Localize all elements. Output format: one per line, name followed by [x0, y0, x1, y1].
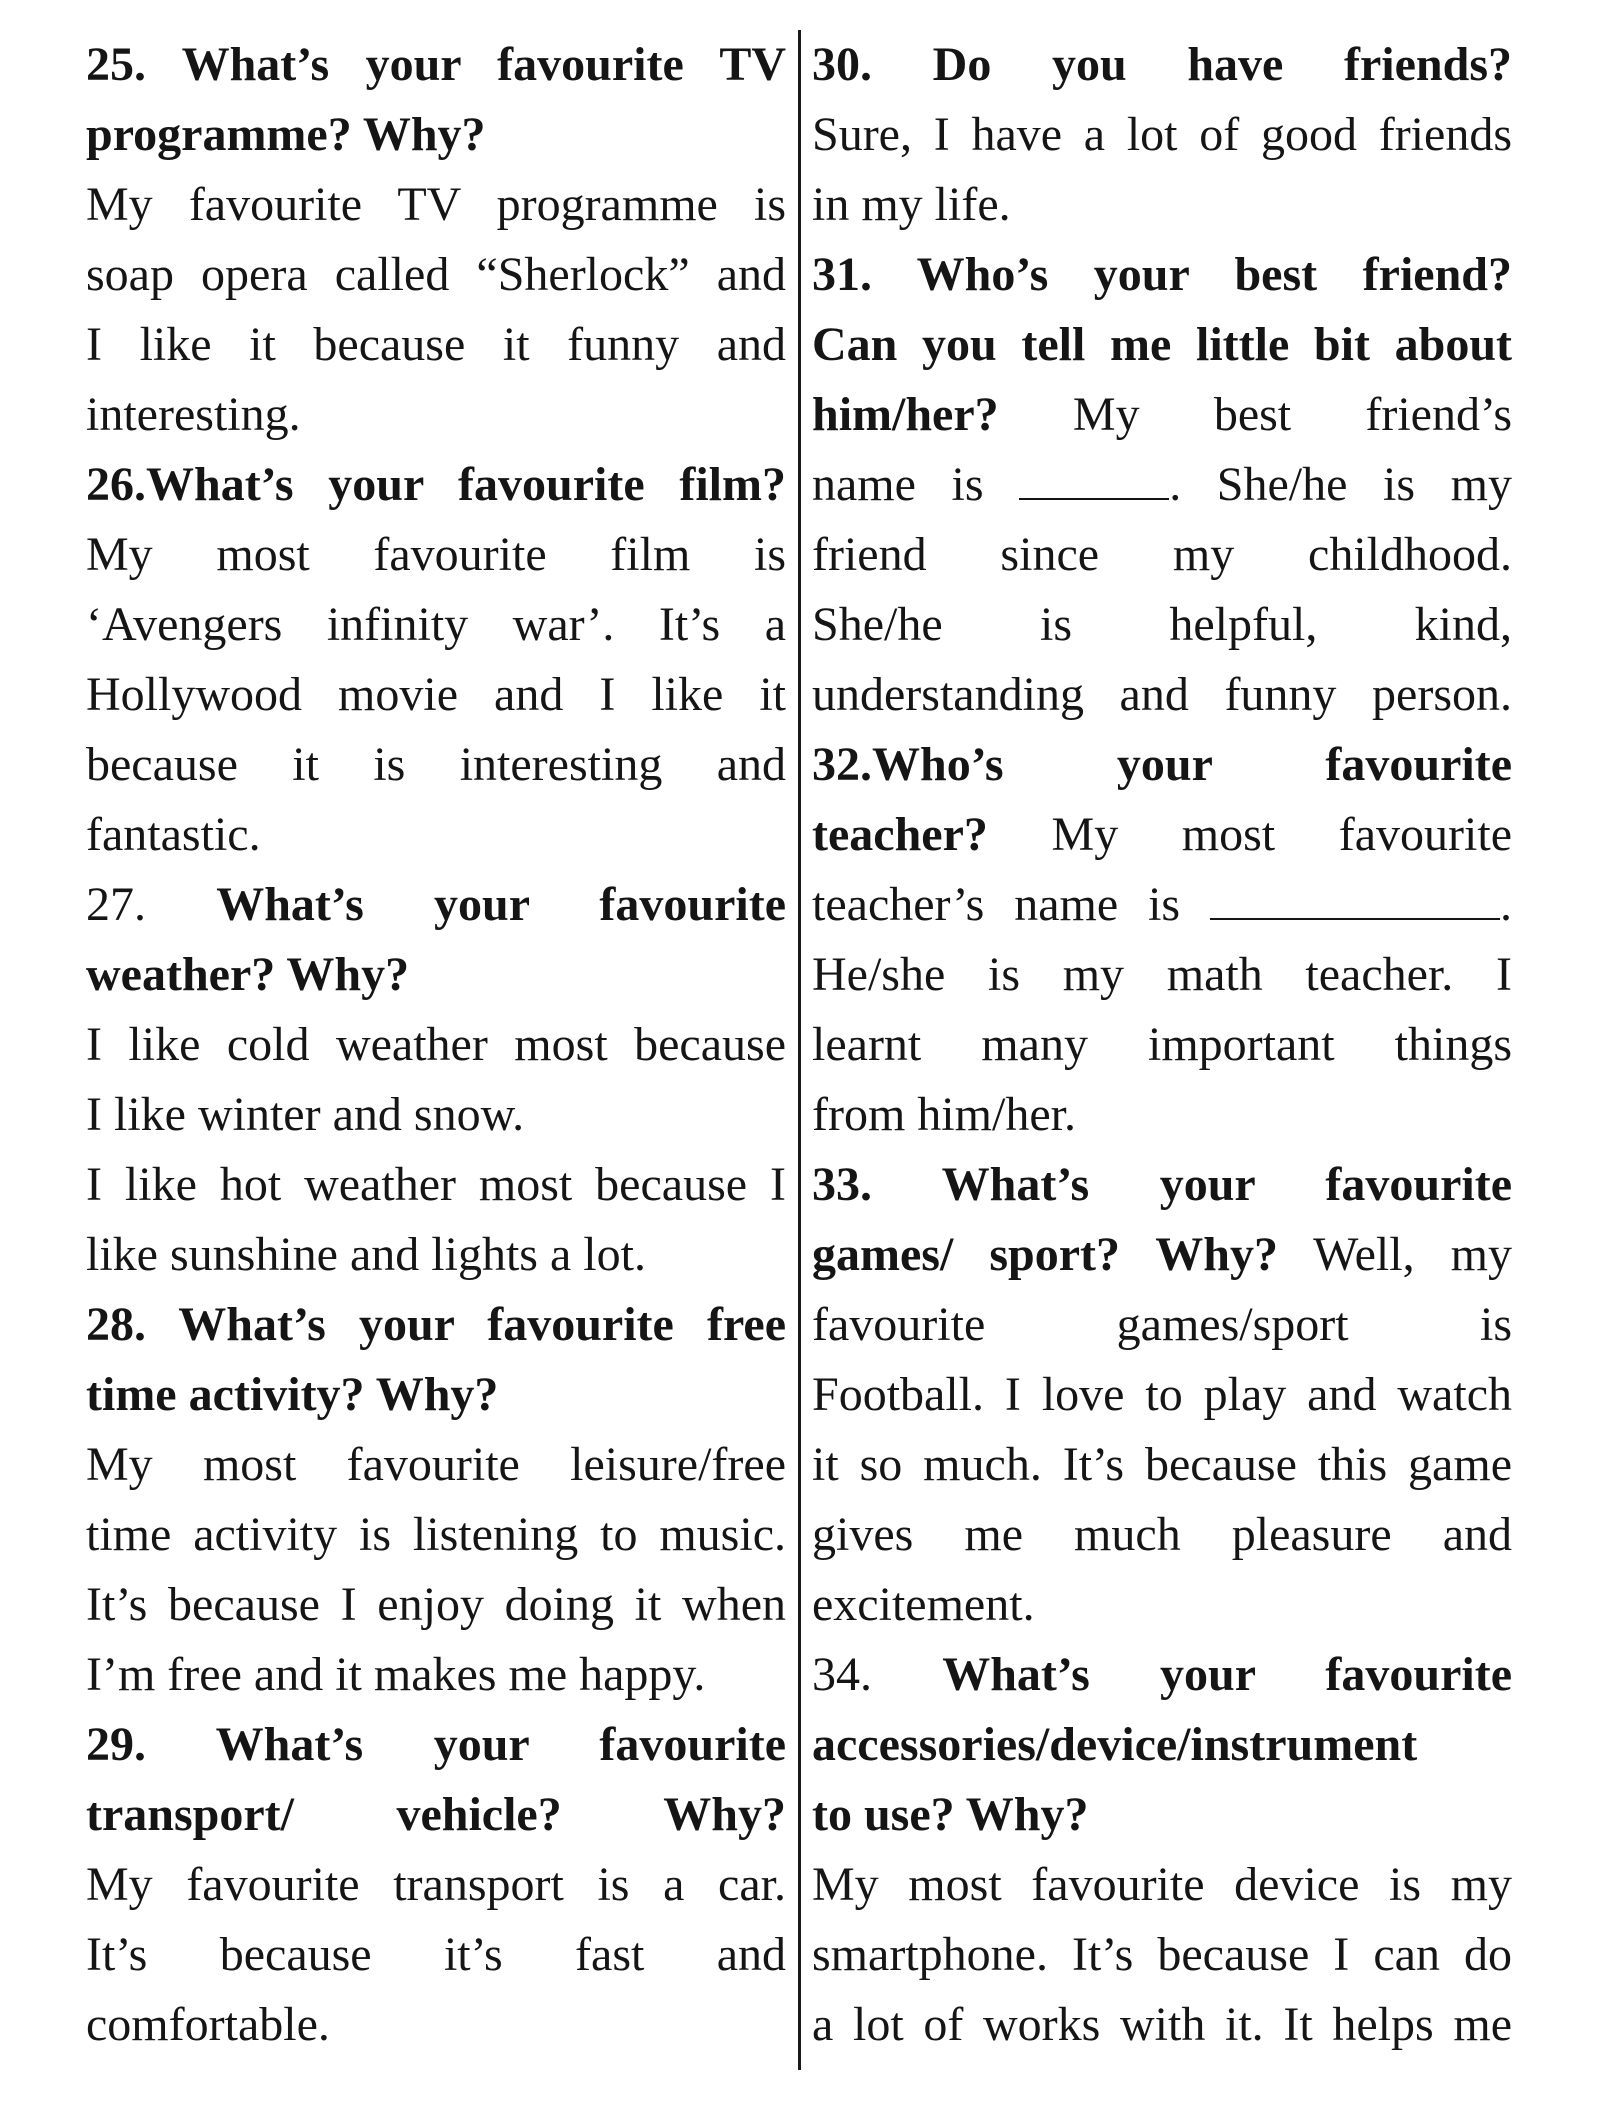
answer-text: in my life. — [812, 178, 1011, 231]
answer-text: I’m free and it makes me happy. — [86, 1648, 706, 1701]
answer-text: learnt many important things — [812, 1018, 1512, 1071]
text-line — [812, 1640, 1512, 1710]
text-line — [86, 100, 786, 170]
question-text: What’s your favourite — [216, 878, 786, 931]
text-line — [86, 240, 786, 310]
text-line — [86, 1430, 786, 1500]
question-text: transport/ vehicle? Why? — [86, 1788, 786, 1841]
answer-text: a lot of works with it. It helps me — [812, 1998, 1512, 2051]
fill-in-blank — [1019, 458, 1169, 500]
question-text: 25. What’s your favourite TV — [86, 38, 786, 91]
answer-text: She/he is helpful, kind, — [812, 598, 1512, 651]
text-line — [812, 590, 1512, 660]
answer-text: teacher’s name is — [812, 878, 1210, 931]
answer-text: . — [1500, 878, 1512, 931]
answer-text: name is — [812, 458, 1020, 511]
text-line — [86, 1010, 786, 1080]
text-line — [812, 1990, 1512, 2060]
answer-text: My best friend’s — [998, 388, 1512, 441]
question-text: 30. Do you have friends? — [812, 38, 1512, 91]
text-line — [812, 1570, 1512, 1640]
answer-text: because it is interesting and — [86, 738, 786, 791]
text-line — [86, 1290, 786, 1360]
text-line — [812, 1710, 1512, 1780]
answer-text: My favourite transport is a car. — [86, 1858, 786, 1911]
text-line — [86, 1920, 786, 1990]
text-line — [812, 1500, 1512, 1570]
text-line — [812, 1150, 1512, 1220]
answer-text: I like winter and snow. — [86, 1088, 525, 1141]
answer-text: Football. I love to play and watch — [812, 1368, 1512, 1421]
column-divider — [798, 30, 801, 2070]
text-line — [86, 1080, 786, 1150]
text-line — [812, 870, 1512, 940]
question-text: Can you tell me little bit about — [812, 318, 1512, 371]
question-text: accessories/device/instrument — [812, 1718, 1418, 1771]
question-text: him/her? — [812, 388, 999, 441]
text-line — [812, 1010, 1512, 1080]
text-line — [812, 100, 1512, 170]
answer-text: I like it because it funny and — [86, 318, 786, 371]
text-line — [86, 1500, 786, 1570]
text-line — [812, 730, 1512, 800]
text-line — [86, 170, 786, 240]
answer-text: it so much. It’s because this game — [812, 1438, 1512, 1491]
answer-text: He/she is my math teacher. I — [812, 948, 1512, 1001]
question-text: 28. What’s your favourite free — [86, 1298, 786, 1351]
answer-text: It’s because it’s fast and — [86, 1928, 786, 1981]
text-line — [812, 1780, 1512, 1850]
answer-text: 27. — [86, 878, 217, 931]
answer-text: from him/her. — [812, 1088, 1076, 1141]
text-line — [86, 450, 786, 520]
text-line — [86, 520, 786, 590]
text-line — [812, 450, 1512, 520]
left-column — [86, 30, 786, 2060]
text-line — [812, 800, 1512, 870]
answer-text: interesting. — [86, 388, 301, 441]
question-text: to use? Why? — [812, 1788, 1089, 1841]
text-line — [812, 1290, 1512, 1360]
question-text: What’s your favourite — [942, 1648, 1512, 1701]
text-line — [86, 940, 786, 1010]
text-line — [86, 1220, 786, 1290]
question-text: 31. Who’s your best friend? — [812, 248, 1512, 301]
answer-text: smartphone. It’s because I can do — [812, 1928, 1512, 1981]
text-line — [812, 310, 1512, 380]
question-text: 26.What’s your favourite film? — [86, 458, 786, 511]
text-line — [812, 940, 1512, 1010]
text-line — [812, 1850, 1512, 1920]
text-line — [812, 380, 1512, 450]
answer-text: ‘Avengers infinity war’. It’s a — [86, 598, 786, 651]
answer-text: Hollywood movie and I like it — [86, 668, 786, 721]
text-line — [86, 1640, 786, 1710]
text-line — [812, 660, 1512, 730]
fill-in-blank — [1210, 878, 1500, 920]
text-line — [812, 1920, 1512, 1990]
answer-text: My most favourite film is — [86, 528, 786, 581]
answer-text: Sure, I have a lot of good friends — [812, 108, 1512, 161]
answer-text: comfortable. — [86, 1998, 330, 2051]
question-text: 32.Who’s your favourite — [812, 738, 1512, 791]
answer-text: like sunshine and lights a lot. — [86, 1228, 646, 1281]
answer-text: fantastic. — [86, 808, 261, 861]
question-text: games/ sport? Why? — [812, 1228, 1278, 1281]
answer-text: I like cold weather most because — [86, 1018, 786, 1071]
question-text: weather? Why? — [86, 948, 410, 1001]
text-line — [86, 1710, 786, 1780]
answer-text: My most favourite leisure/free — [86, 1438, 786, 1491]
text-line — [812, 170, 1512, 240]
text-line — [86, 1850, 786, 1920]
text-line — [86, 310, 786, 380]
text-line — [86, 1570, 786, 1640]
question-text: programme? Why? — [86, 108, 486, 161]
text-line — [86, 660, 786, 730]
text-line — [812, 1360, 1512, 1430]
answer-text: My most favourite device is my — [812, 1858, 1512, 1911]
answer-text: It’s because I enjoy doing it when — [86, 1578, 786, 1631]
text-line — [812, 240, 1512, 310]
text-line — [86, 870, 786, 940]
text-line — [86, 1150, 786, 1220]
text-line — [812, 1080, 1512, 1150]
answer-text: . She/he is my — [1169, 458, 1512, 511]
answer-text: I like hot weather most because I — [86, 1158, 786, 1211]
text-line — [86, 800, 786, 870]
question-text: time activity? Why? — [86, 1368, 499, 1421]
answer-text: My favourite TV programme is — [86, 178, 786, 231]
text-line — [86, 1360, 786, 1430]
text-line — [812, 1220, 1512, 1290]
question-text: teacher? — [812, 808, 988, 861]
text-line — [812, 1430, 1512, 1500]
question-text: 29. What’s your favourite — [86, 1718, 786, 1771]
text-line — [86, 380, 786, 450]
right-column — [812, 30, 1512, 2060]
answer-text: understanding and funny person. — [812, 668, 1512, 721]
answer-text: time activity is listening to music. — [86, 1508, 786, 1561]
answer-text: My most favourite — [987, 808, 1512, 861]
answer-text: 34. — [812, 1648, 943, 1701]
answer-text: Well, my — [1277, 1228, 1512, 1281]
text-line — [812, 520, 1512, 590]
answer-text: soap opera called “Sherlock” and — [86, 248, 786, 301]
answer-text: friend since my childhood. — [812, 528, 1512, 581]
text-line — [812, 30, 1512, 100]
question-text: 33. What’s your favourite — [812, 1158, 1512, 1211]
text-line — [86, 30, 786, 100]
text-line — [86, 1990, 786, 2060]
text-line — [86, 1780, 786, 1850]
text-line — [86, 730, 786, 800]
answer-text: excitement. — [812, 1578, 1035, 1631]
answer-text: gives me much pleasure and — [812, 1508, 1512, 1561]
answer-text: favourite games/sport is — [812, 1298, 1512, 1351]
text-line — [86, 590, 786, 660]
